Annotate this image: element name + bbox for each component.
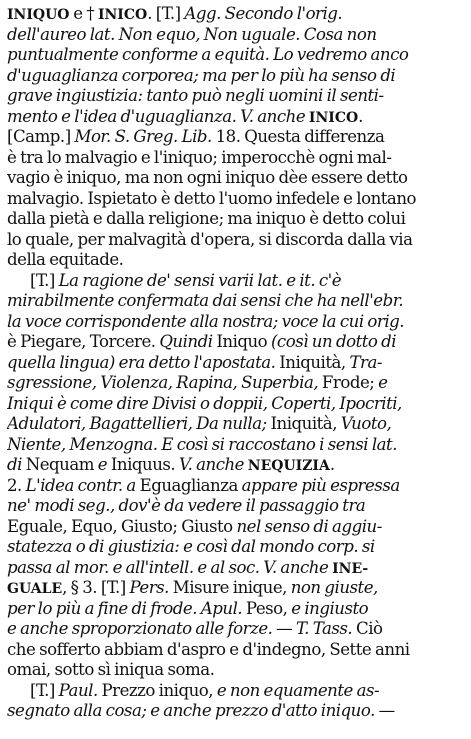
text-run: Iniquità,	[266, 414, 341, 433]
text-run: Vuoto,	[340, 414, 392, 433]
text-run: Ciò	[352, 619, 383, 638]
text-run: , § 3. [T.]	[62, 578, 130, 597]
text-run: Iniquus.	[107, 455, 179, 474]
text-run: appare più espressa	[241, 475, 400, 495]
text-run: INE-	[332, 560, 369, 577]
text-line	[7, 699, 464, 723]
text-run: INIQUO	[7, 7, 70, 23]
text-run: Niente, Menzogna. E così si raccostano i sensi lat.	[7, 434, 397, 454]
text-run: L'idea contr. a	[25, 475, 136, 495]
text-run: d'uguaglianza corporea; ma per lo più ha senso di	[7, 65, 396, 85]
text-run: Peso,	[242, 598, 292, 618]
text-run: della equitade.	[7, 250, 124, 269]
text-run: [T.]	[30, 270, 59, 290]
text-run: 18. Questa differenza	[211, 127, 385, 146]
text-run: La ragione de' sensi varii lat. e it. c'è	[58, 270, 342, 290]
text-run: e	[97, 455, 108, 474]
text-run: Quindi	[159, 332, 213, 351]
text-run: Tra-	[349, 352, 382, 372]
text-run: non giuste,	[290, 578, 378, 597]
text-run: passa al mor. e all'intell. e al soc. V. anche	[7, 557, 333, 577]
text-run: vagio è iniquo, ma non ogni iniquo dèe essere detto	[7, 168, 408, 187]
text-run: . [T.]	[147, 4, 185, 23]
text-run: e anche sproporzionato alle forze. — T. Tass.	[7, 619, 353, 638]
text-run: Iniquo	[212, 332, 271, 351]
text-run: lo quale, per malvagità d'opera, si discorda dalla via	[7, 229, 413, 249]
text-run: Prezzo iniquo,	[97, 680, 217, 700]
text-run: omai, sotto sì iniqua soma.	[7, 660, 215, 679]
text-run: INICO	[97, 7, 148, 23]
text-run: è Piegare, Torcere.	[7, 332, 160, 351]
text-run: è tra lo malvagio e l'iniquo; imperocchè ogni mal-	[7, 147, 392, 167]
text-run: segnato alla cosa; e anche prezzo d'atto iniquo. —	[7, 701, 395, 720]
text-run: .	[358, 106, 363, 126]
text-run: quella lingua) era detto l'apostata.	[7, 352, 276, 372]
text-run: grave ingiustizia: tanto può negli uomini il senti-	[7, 86, 384, 105]
text-run: Iniqui è come dire Divisi o doppii, Coperti, Ipocriti,	[7, 393, 402, 413]
text-run: [T.]	[30, 680, 59, 700]
text-run: dalla pietà e dalla religione; ma iniquo è detto colui	[7, 209, 406, 228]
text-run: V. anche	[178, 455, 248, 474]
text-run: puntualmente conforme a equità. Lo vedremo anco	[7, 45, 409, 64]
text-run: Nequam	[21, 455, 98, 474]
text-run: sgressione, Violenza, Rapina, Superbia,	[7, 373, 319, 392]
text-run: Paul.	[58, 680, 98, 700]
text-run: statezza o di giustizia: e così dal mondo corp. si	[7, 537, 375, 556]
text-run: malvagio. Ispietato è detto l'uomo infedele e lontano	[7, 188, 416, 208]
text-run: NEQUIZIA	[247, 458, 330, 474]
text-run: la voce corrispondente alla nostra; voce la cui orig.	[7, 311, 405, 331]
text-run: Eguaglianza	[135, 475, 242, 495]
text-run: Iniquità,	[275, 352, 350, 372]
text-run: Frode;	[318, 373, 379, 392]
text-run: e	[378, 373, 388, 392]
text-run: [Camp.]	[7, 127, 75, 146]
text-run: per lo più a fine di frode. Apul.	[7, 598, 243, 618]
text-run: nel senso di aggiu-	[232, 516, 382, 536]
text-run: dell'aureo lat. Non equo, Non uguale. Cosa non	[7, 24, 377, 44]
text-run: .	[329, 455, 335, 474]
text-run: 2.	[7, 475, 26, 495]
text-run: e non equamente as-	[216, 680, 380, 700]
text-run: Misure inique,	[168, 578, 291, 597]
text-run: (così un dotto di	[270, 332, 397, 351]
text-run: e †	[69, 4, 98, 23]
text-run: Agg. Secondo l'orig.	[184, 4, 343, 23]
text-run: Giusto	[181, 516, 233, 536]
text-run: e ingiusto	[291, 598, 369, 618]
text-run: di	[7, 455, 22, 474]
text-run: mirabilmente confermata dai sensi che ha nell'ebr.	[7, 291, 404, 310]
text-run: che sofferto abbiam d'aspro e d'indegno, Sette anni	[7, 639, 410, 659]
text-run: INICO	[308, 109, 359, 126]
text-run: Eguale, Equo, Giusto;	[7, 516, 182, 536]
text-run: GUALE	[7, 581, 63, 597]
text-run: ne' modi seg., dov'è da vedere il passaggio tra	[7, 496, 366, 515]
text-run: Mor. S. Greg. Lib.	[74, 127, 212, 146]
text-run: Adulatori, Bagattellieri, Da nulla;	[7, 414, 267, 433]
text-run: mento e l'idea d'uguaglianza. V. anche	[7, 106, 309, 126]
text-run: Pers.	[129, 578, 169, 597]
